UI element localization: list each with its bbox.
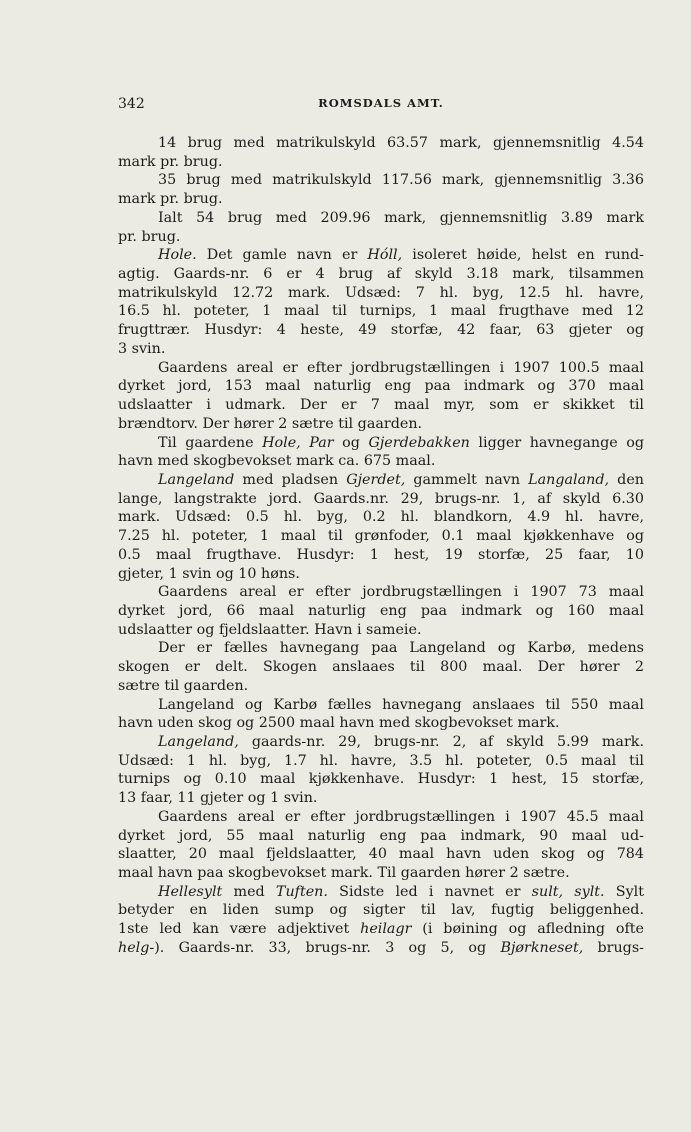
text-line: matrikulskyld 12.72 mark. Udsæd: 7 hl. byg, 12.5 hl. havre, [118, 284, 644, 301]
text-line: agtig. Gaards-nr. 6 er 4 brug af skyld 3.18 mark, tilsammen [118, 266, 644, 283]
text-line: maal havn paa skogbevokset mark. Til gaarden hører 2 sætre. [118, 865, 570, 882]
text-line: Ialt 54 brug med 209.96 mark, gjennemsnitlig 3.89 mark [158, 209, 644, 226]
text-line: 0.5 maal frugthave. Husdyr: 1 hest, 19 storfæ, 25 faar, 10 [118, 546, 644, 563]
text-line: 35 brug med matrikulskyld 117.56 mark, gjennemsnitlig 3.36 [158, 172, 644, 189]
text-line: Gaardens areal er efter jordbrugstællingen i 1907 45.5 maal [158, 808, 644, 825]
text-line: 16.5 hl. poteter, 1 maal til turnips, 1 maal frugthave med 12 [118, 303, 644, 320]
text-line: Hole. Det gamle navn er Hóll, isoleret høide, helst en rund- [158, 247, 644, 264]
text-line: udslaatter i udmark. Der er 7 maal myr, som er skikket til [118, 397, 644, 414]
text-line: 14 brug med matrikulskyld 63.57 mark, gjennemsnitlig 4.54 [158, 135, 644, 151]
text-line: helg-). Gaards-nr. 33, brugs-nr. 3 og 5, og Bjørkneset, brugs- [118, 939, 644, 956]
text-line: havn uden skog og 2500 maal havn med skogbevokset mark. [118, 715, 560, 732]
text-line: Gaardens areal er efter jordbrugstællingen i 1907 100.5 maal [158, 359, 644, 376]
text-line: mark. Udsæd: 0.5 hl. byg, 0.2 hl. blandkorn, 4.9 hl. havre, [118, 509, 644, 526]
text-line: frugttrær. Husdyr: 4 heste, 49 storfæ, 42 faar, 63 gjeter og [118, 322, 644, 339]
text-line: slaatter, 20 maal fjeldslaatter, 40 maal havn uden skog og 784 [118, 846, 644, 863]
text-line: Langeland med pladsen Gjerdet, gammelt navn Langaland, den [158, 471, 644, 488]
text-line: dyrket jord, 55 maal naturlig eng paa indmark, 90 maal ud- [118, 827, 644, 844]
body-text [118, 134, 644, 958]
text-line: Til gaardene Hole, Par og Gjerdebakken ligger havnegange og [158, 434, 644, 451]
text-line: gjeter, 1 svin og 10 høns. [118, 565, 300, 582]
text-line: Langeland, gaards-nr. 29, brugs-nr. 2, af skyld 5.99 mark. [158, 734, 644, 750]
text-line: pr. brug. [118, 228, 181, 245]
text-line: 1ste led kan være adjektivet heilagr (i bøining og afledning ofte [118, 921, 644, 938]
text-line: betyder en liden sump og sigter til lav, fugtig beliggenhed. [118, 902, 644, 919]
text-line: mark pr. brug. [118, 191, 223, 208]
page-header [118, 96, 644, 114]
text-line: Hellesylt med Tuften. Sidste led i navnet er sult, sylt. Sylt [158, 883, 644, 900]
text-line: Der er fælles havnegang paa Langeland og Karbø, medens [158, 640, 644, 657]
text-line: turnips og 0.10 maal kjøkkenhave. Husdyr: 1 hest, 15 storfæ, [118, 771, 644, 788]
text-line: Gaardens areal er efter jordbrugstællingen i 1907 73 maal [158, 584, 644, 601]
text-line: Langeland og Karbø fælles havnegang anslaaes til 550 maal [158, 696, 644, 713]
text-line: brændtorv. Der hører 2 sætre til gaarden. [118, 415, 423, 432]
text-line: dyrket jord, 66 maal naturlig eng paa indmark og 160 maal [118, 602, 644, 619]
text-line: havn med skogbevokset mark ca. 675 maal. [118, 453, 436, 470]
text-line: Udsæd: 1 hl. byg, 1.7 hl. havre, 3.5 hl. poteter, 0.5 maal til [118, 752, 644, 769]
text-line: dyrket jord, 153 maal naturlig eng paa indmark og 370 maal [118, 378, 644, 395]
text-line: 3 svin. [118, 340, 166, 357]
text-line: udslaatter og fjeldslaatter. Havn i sameie. [118, 621, 422, 638]
text-line: skogen er delt. Skogen anslaaes til 800 maal. Der hører 2 [118, 659, 644, 676]
text-line: 7.25 hl. poteter, 1 maal til grønfoder, 0.1 maal kjøkkenhave og [118, 528, 644, 545]
page-number: 342 [118, 96, 145, 112]
text-line: lange, langstrakte jord. Gaards.nr. 29, brugs-nr. 1, af skyld 6.30 [118, 490, 644, 507]
text-line: 13 faar, 11 gjeter og 1 svin. [118, 790, 318, 807]
text-line: sætre til gaarden. [118, 677, 249, 694]
text-line: mark pr. brug. [118, 153, 223, 170]
running-title: ROMSDALS AMT. [318, 96, 444, 110]
